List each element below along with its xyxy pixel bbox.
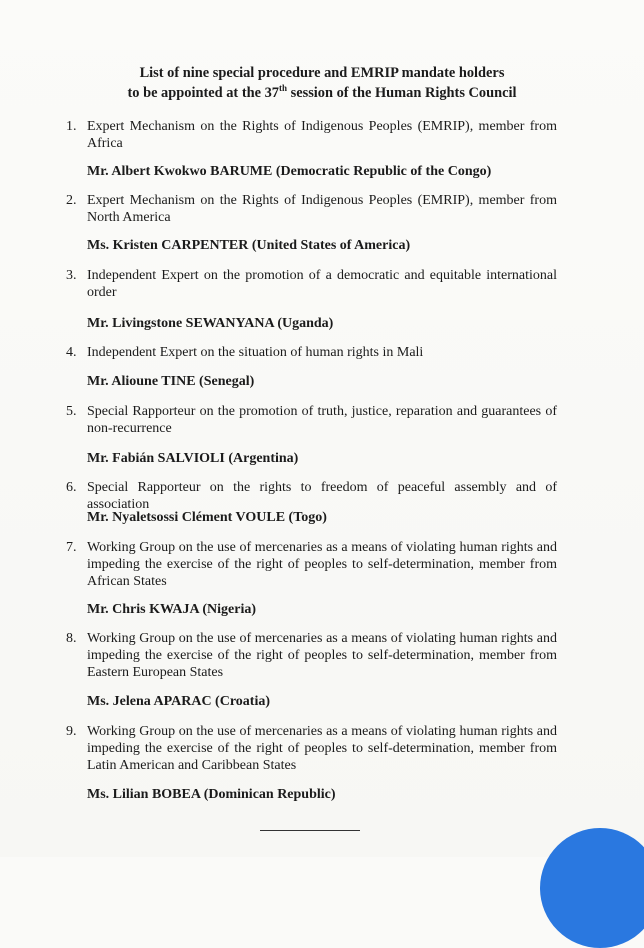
item-number: 9. (66, 724, 77, 739)
mandate-holder: Mr. Albert Kwokwo BARUME (Democratic Republic of the Congo) (87, 164, 492, 179)
item-number: 2. (66, 193, 77, 208)
mandate-description: Working Group on the use of mercenaries as a means of violating human rights and impeding the exercise of the right of peoples to self-determination, member from Latin American and Caribbean States (87, 724, 557, 773)
page-title (0, 63, 644, 103)
mandate-holder: Mr. Nyaletsossi Clément VOULE (Togo) (87, 510, 327, 525)
item-number: 3. (66, 268, 77, 283)
mandate-description: Independent Expert on the situation of human rights in Mali (87, 345, 424, 360)
mandate-description: Working Group on the use of mercenaries as a means of violating human rights and impeding the exercise of the right of peoples to self-determination, member from African States (87, 540, 557, 589)
mandate-description: Special Rapporteur on the rights to freedom of peaceful assembly and of association (87, 480, 557, 512)
mandate-holder: Mr. Fabián SALVIOLI (Argentina) (87, 451, 299, 466)
mandate-description: Expert Mechanism on the Rights of Indigenous Peoples (EMRIP), member from North America (87, 193, 557, 225)
item-number: 4. (66, 345, 77, 360)
mandate-holder: Ms. Kristen CARPENTER (United States of America) (87, 238, 411, 253)
mandate-holder: Mr. Chris KWAJA (Nigeria) (87, 602, 257, 617)
title-ordinal-suffix: th (279, 83, 288, 93)
title-line-2 (0, 83, 644, 103)
footnote-divider (260, 830, 360, 831)
mandate-holder: Mr. Alioune TINE (Senegal) (87, 374, 255, 389)
item-number: 5. (66, 404, 77, 419)
title-line-2-pre: to be appointed at the 37 (127, 85, 279, 101)
mandate-holder: Ms. Lilian BOBEA (Dominican Republic) (87, 787, 336, 802)
corner-circle-overlay (540, 828, 644, 948)
mandate-holder: Ms. Jelena APARAC (Croatia) (87, 694, 271, 709)
mandate-description: Working Group on the use of mercenaries as a means of violating human rights and impeding the exercise of the right of peoples to self-determination, member from Eastern European States (87, 631, 557, 680)
title-line-1: List of nine special procedure and EMRIP mandate holders (139, 65, 505, 81)
mandate-holder: Mr. Livingstone SEWANYANA (Uganda) (87, 316, 334, 331)
mandate-description: Independent Expert on the promotion of a democratic and equitable international order (87, 268, 557, 300)
item-number: 6. (66, 480, 77, 495)
item-number: 1. (66, 119, 77, 134)
mandate-description: Special Rapporteur on the promotion of truth, justice, reparation and guarantees of non-recurrence (87, 404, 557, 436)
title-line-2-post: session of the Human Rights Council (287, 85, 517, 101)
item-number: 8. (66, 631, 77, 646)
item-number: 7. (66, 540, 77, 555)
mandate-description: Expert Mechanism on the Rights of Indigenous Peoples (EMRIP), member from Africa (87, 119, 557, 151)
